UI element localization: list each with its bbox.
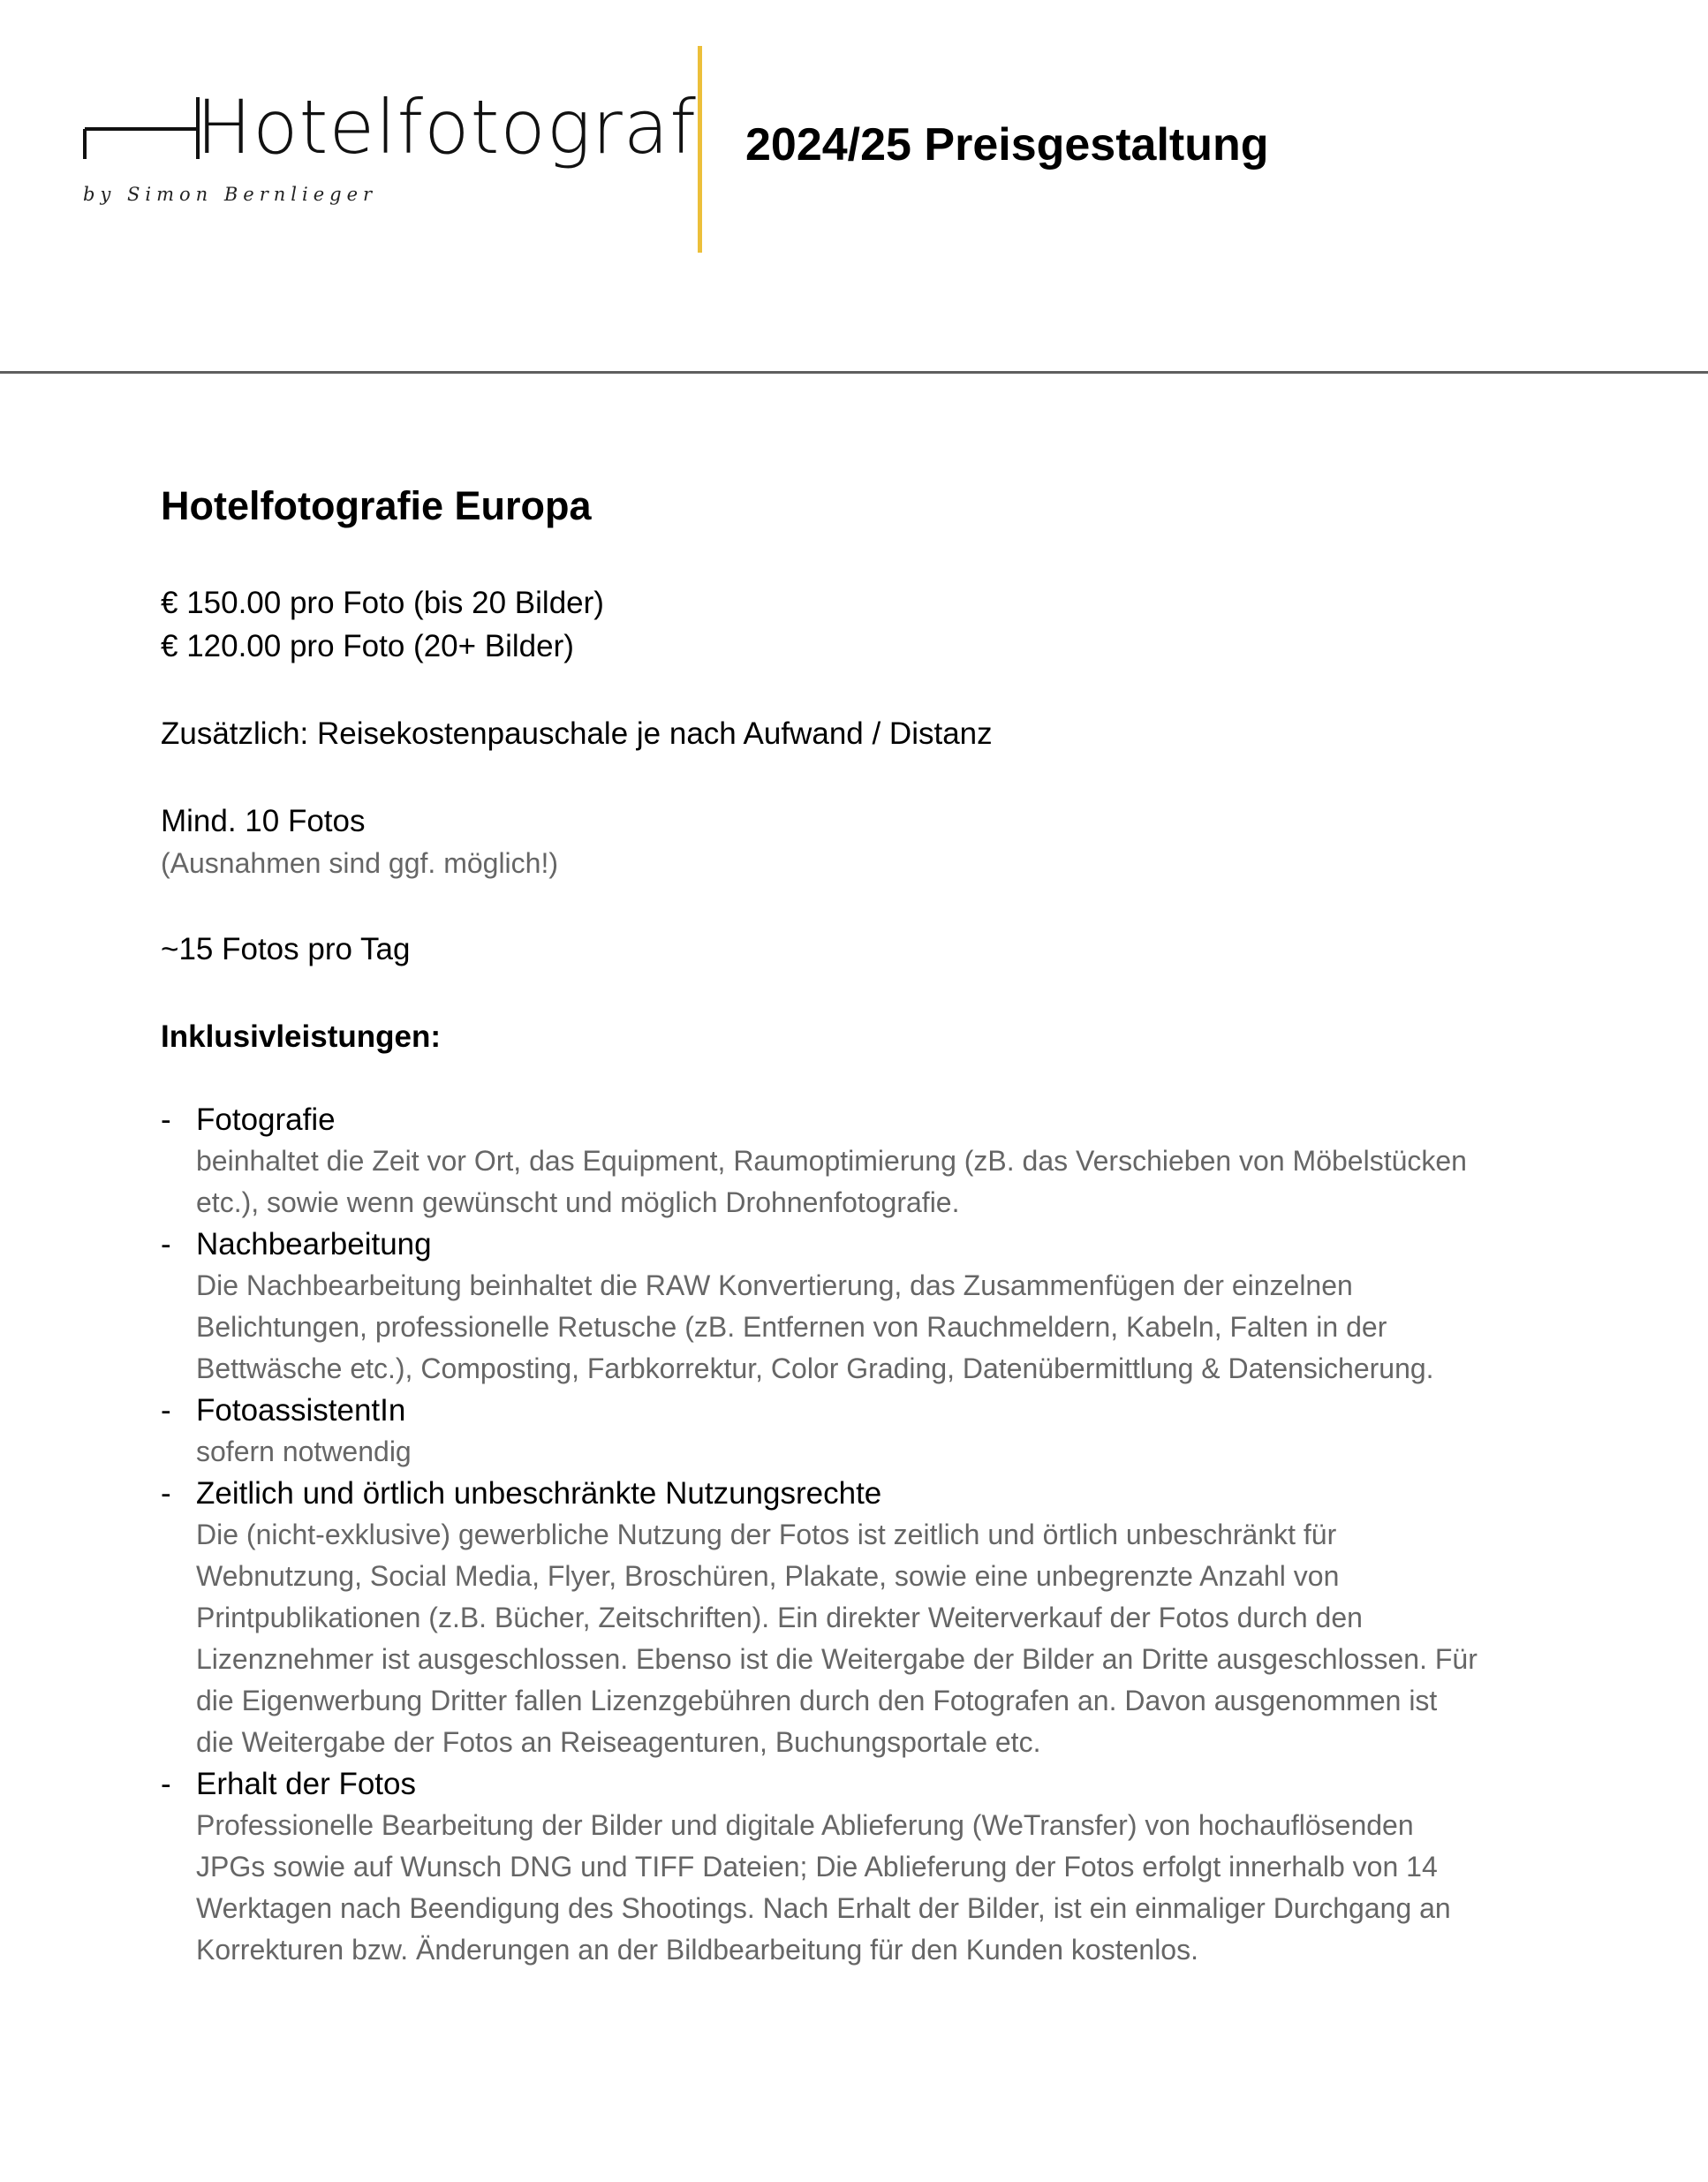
list-item [161,1224,1574,1390]
included-heading: Inklusivleistungen: [161,1019,441,1054]
list-item [161,1390,1574,1473]
item-title: Fotografie [196,1102,336,1137]
price-line: € 120.00 pro Foto (20+ Bilder) [161,629,574,663]
bullet-dash: - [161,1393,171,1428]
item-title: FotoassistentIn [196,1393,406,1428]
price-list [161,581,1574,668]
page-header [0,0,1708,371]
list-item [161,1099,1574,1224]
item-description: beinhaltet die Zeit vor Ort, das Equipment, Raumoptimierung (zB. das Verschieben von Möbelstücken etc.), sowie wenn gewünscht und möglich Drohnenfotografie. [196,1145,1467,1218]
list-item [161,1473,1574,1763]
header-divider [698,46,702,253]
document-title: 2024/25 Preisgestaltung [745,119,1269,170]
minimum-photos: Mind. 10 Fotos [161,804,366,838]
bullet-dash: - [161,1102,171,1137]
logo-tagline: by Simon Bernlieger [83,184,378,205]
bullet-dash: - [161,1767,171,1801]
item-description: Die Nachbearbeitung beinhaltet die RAW Konvertierung, das Zusammenfügen der einzelnen Belichtungen, professionelle Retusche (zB. Entfernen von Rauchmeldern, Kabeln, Falten in der Bettwäsche etc.), Composting, Farbkorrektur, Color Grading, Datenübermittlung & Datensicherung. [196,1269,1434,1384]
item-description: Die (nicht-exklusive) gewerbliche Nutzung der Fotos ist zeitlich und örtlich unbeschränkt für Webnutzung, Social Media, Flyer, Broschüren, Plakate, sowie eine unbegrenzte Anzahl von Printpublikationen (z.B. Bücher, Zeitschriften). Ein direkter Weiterverkauf der Fotos durch den Lizenznehmer ist ausgeschlossen. Ebenso ist die Weitergabe der Bilder an Dritte ausgeschlossen. Für die Eigenwerbung Dritter fallen Lizenzgebühren durch den Fotografen an. Davon ausgenommen ist die Weitergabe der Fotos an Reiseagenturen, Buchungsportale etc. [196,1519,1477,1758]
item-title: Nachbearbeitung [196,1227,432,1261]
section-title: Hotelfotografie Europa [161,483,592,528]
item-title: Zeitlich und örtlich unbeschränkte Nutzungsrechte [196,1476,882,1511]
item-description: sofern notwendig [196,1436,412,1467]
bullet-dash: - [161,1476,171,1511]
minimum-exception-note: (Ausnahmen sind ggf. möglich!) [161,847,558,879]
included-services-list [161,1099,1574,1971]
travel-cost-note: Zusätzlich: Reisekostenpauschale je nach Aufwand / Distanz [161,716,993,751]
brand-logo [83,84,697,223]
photos-per-day: ~15 Fotos pro Tag [161,932,411,966]
list-item [161,1763,1574,1971]
pricing-section [161,483,1574,1971]
logo-wordmark: Hotelfotograf [196,84,697,170]
item-description: Professionelle Bearbeitung der Bilder und digitale Ablieferung (WeTransfer) von hochauflösenden JPGs sowie auf Wunsch DNG und TIFF Dateien; Die Ablieferung der Fotos erfolgt innerhalb von 14 Werktagen nach Beendigung des Shootings. Nach Erhalt der Bilder, ist ein einmaliger Durchgang an Korrekturen bzw. Änderungen an der Bildbearbeitung für den Kunden kostenlos. [196,1809,1451,1966]
item-title: Erhalt der Fotos [196,1767,416,1801]
header-rule [0,371,1708,374]
bullet-dash: - [161,1227,171,1261]
price-line: € 150.00 pro Foto (bis 20 Bilder) [161,586,604,620]
